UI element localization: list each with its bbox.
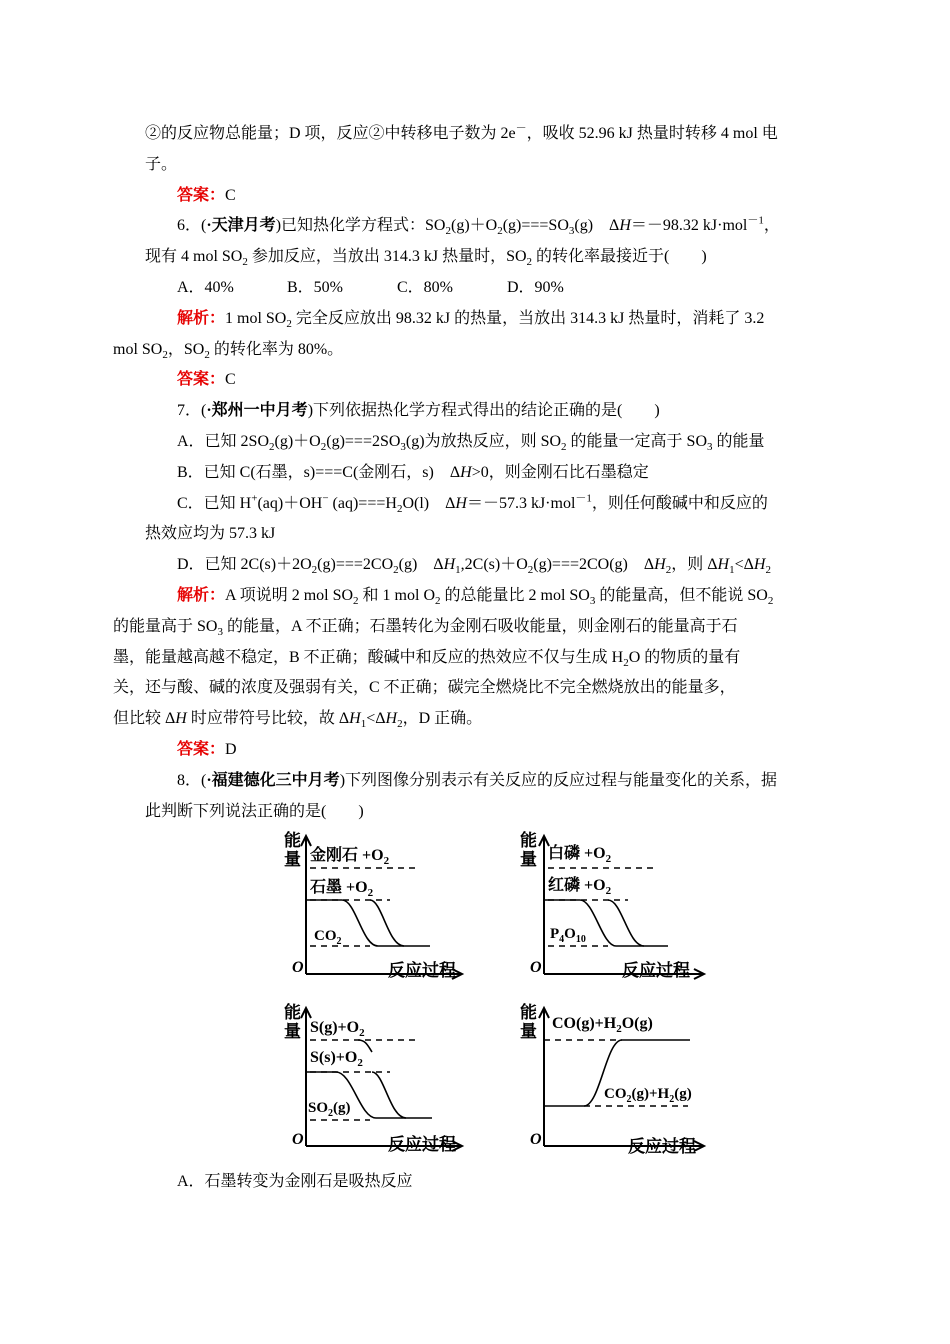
- answer-7: 答案：D: [177, 740, 237, 758]
- x-axis-label: 反应过程: [622, 961, 690, 980]
- level-graphite-label: 石墨 $+O_2$: [310, 879, 374, 899]
- question-7: 7．(·郑州一中月考)下列依据热化学方程式得出的结论正确的是( ): [177, 402, 660, 420]
- level-co-h2o-label: $CO(g)+H_2O(g)$: [552, 1015, 653, 1035]
- figure-sulfur: [270, 1000, 480, 1158]
- y-label-top: 能: [520, 1003, 537, 1022]
- level-so2-label: $SO_2(g)$: [308, 1100, 351, 1119]
- origin-label: O: [292, 959, 304, 976]
- question-8-option-a: A．石墨转变为金刚石是吸热反应: [177, 1173, 413, 1190]
- level-ss-label: $S(s)+O_2$: [310, 1049, 363, 1069]
- curve-sg: [372, 1072, 406, 1118]
- figure-diamond-graphite: [270, 828, 480, 986]
- question-7-option-b: B．已知 C(石墨，s)===C(金刚石，s) ΔH>0，则金刚石比石墨稳定: [177, 463, 649, 481]
- continuation-paragraph: ②的反应物总能量；D 项，反应②中转移电子数为 2e－，吸收 52.96 kJ 热量时转移 4 mol 电 子。: [145, 122, 778, 173]
- question-7-option-c: C．已知 H+(aq)＋OH− $(aq)===H_2O(l)$ ΔH＝－57.3 kJ·mol$^{-1}$，则任何酸碱中和反应的: [177, 492, 768, 515]
- y-axis: [539, 1008, 549, 1146]
- question-8: 8．(·福建德化三中月考)下列图像分别表示有关反应的反应过程与能量变化的关系，据: [177, 771, 778, 789]
- figure-water-gas: [512, 1000, 722, 1158]
- answer-6: 答案：C: [177, 371, 236, 389]
- origin-label: O: [530, 1131, 542, 1148]
- y-label-bottom: 量: [284, 850, 301, 869]
- level-sg-label: $S(g)+O_2$: [310, 1019, 365, 1039]
- explanation-6: 解析：1 mol $SO_2$ 完全反应放出 98.32 kJ 的热量，当放出 314.3 kJ 热量时，消耗了 3.2 mol $SO_2$，$SO_2$ 的转化率为 80%。: [113, 309, 765, 361]
- question-6: 6．(·天津月考)已知热化学方程式：$SO_2(g)+O_2(g)===SO_3(g)$ ΔH＝－98.32 kJ·mol$^{-1}$，: [177, 215, 780, 238]
- question-6-options: A．40% B．50% C．80% D．90%: [177, 278, 564, 296]
- y-label-bottom: 量: [284, 1022, 301, 1041]
- level-diamond-label: 金刚石 $+O_2$: [310, 847, 390, 867]
- level-co2-label: $CO_2$: [314, 928, 342, 947]
- answer-5: 答案：C: [177, 186, 236, 204]
- y-label-top: 能: [284, 831, 301, 850]
- question-8-line2: 此判断下列说法正确的是( ): [145, 802, 364, 820]
- y-label-top: 能: [284, 1003, 301, 1022]
- level-red-p-label: 红磷 $+O_2$: [548, 877, 612, 897]
- origin-label: O: [292, 1131, 304, 1148]
- question-7-option-c-line2: 热效应均为 57.3 kJ: [145, 525, 276, 543]
- y-label-bottom: 量: [520, 1022, 537, 1041]
- explanation-7: 解析：A 项说明 2 mol $SO_2$ 和 1 mol $O_2$ 的总能量比 2 mol $SO_3$ 的能量高，但不能说 $SO_2$ 的能量高于 $SO_3$ 的能量，A 不正确；石墨转化为金刚石吸收能量，则金刚石的能量高于石 墨，能量越高越不稳定，B 不正确；酸碱中和反应的热效应不仅与生成 $H_2O$ 的物质的量有 关，还与酸、碱的浓度及强弱有关，C 不正确；碳完全燃烧比不完全燃烧放出的能量多， 但比较 ΔH 时应带符号比较，故 $\Delta H_1<\Delta H_2$，D 正确。: [113, 586, 774, 731]
- level-p4o10-label: $P_4O_{10}$: [550, 926, 586, 945]
- y-label-bottom: 量: [520, 850, 537, 869]
- origin-label: O: [530, 959, 542, 976]
- document-body: [113, 119, 807, 827]
- question-7-option-a: A．已知 $2SO_2(g)+O_2(g)===2SO_3(g)$为放热反应，则 $SO_2$ 的能量一定高于 $SO_3$ 的能量: [177, 432, 765, 454]
- level-co2-h2-label: $CO_2(g)+H_2(g)$: [604, 1086, 692, 1105]
- level-white-p-label: 白磷 $+O_2$: [548, 845, 612, 865]
- x-axis-label: 反应过程: [628, 1137, 696, 1156]
- curve-white-p: [608, 900, 644, 946]
- x-axis-label: 反应过程: [388, 1135, 456, 1154]
- curve-diamond: [370, 900, 404, 946]
- y-label-top: 能: [520, 831, 537, 850]
- question-7-option-d: D．已知 $2C(s)+2O_2(g)===2CO_2(g)$ $\Delta H_1,2C(s)+O_2(g)===2CO(g)$ $\Delta H_2$，则 $\Delta H_1<\Delta H_2$: [177, 556, 771, 577]
- question-6-line2: 现有 4 mol $SO_2$ 参加反应，当放出 314.3 kJ 热量时，$SO_2$ 的转化率最接近于( ): [145, 248, 707, 269]
- curve-sg-start: [358, 1040, 372, 1052]
- figure-phosphorus: [512, 828, 722, 986]
- x-axis-label: 反应过程: [388, 961, 456, 980]
